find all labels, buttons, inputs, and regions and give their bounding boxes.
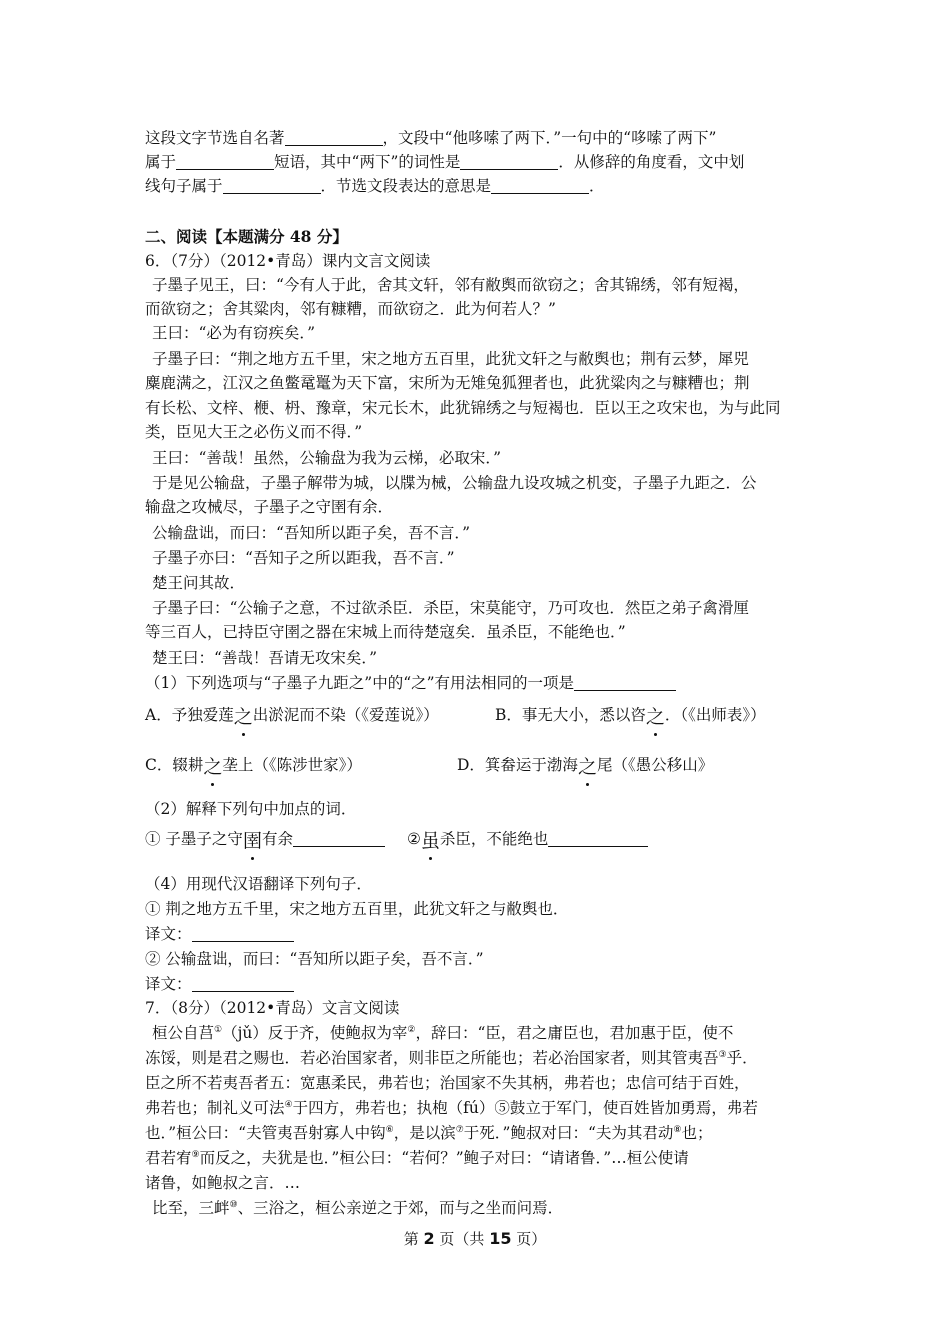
q7-passage-line: 臣之所不若夷吾者五：宽惠柔民，弗若也；治国家不失其柄，弗若也；忠信可结于百姓， [145, 1074, 750, 1092]
text: 杀臣，不能绝也 [439, 830, 549, 848]
translate-item-1: ① 荆之地方五千里，宋之地方五百里，此犹文轩之与敝舆也． [145, 900, 569, 918]
footnote-mark: ⑨ [191, 1149, 200, 1160]
footnote-mark: ② [407, 1024, 416, 1035]
q7-passage-line: 君若宥⑨而反之，夫犹是也．”桓公曰：“若何？”鲍子对曰：“请诸鲁．”…桓公使请 [145, 1149, 689, 1167]
q7-passage-line: 桓公自莒①（jǔ）反于齐，使鲍叔为宰②，辞曰：“臣，君之庸臣也，君加惠于臣，使不 [152, 1024, 734, 1042]
q7-passage-line: 冻馁，则是君之赐也．若必治国家者，则非臣之所能也；若必治国家者，则其管夷吾③乎． [145, 1049, 758, 1067]
text: 属于 [145, 153, 177, 171]
intro-line-1 [145, 126, 716, 150]
footnote-mark: ③ [718, 1049, 727, 1060]
text: 译文： [145, 925, 192, 943]
q7-passage-line: 弗若也；制礼义可法④于四方，弗若也；执枹（fú）⑤鼓立于军门，使百姓皆加勇焉，弗若 [145, 1099, 758, 1117]
intro-line-3 [145, 174, 605, 198]
total-pages: 15 [489, 1229, 512, 1248]
translate-item-2: ② 公输盘诎，而曰：“吾知所以距子矣，吾不言．” [145, 950, 484, 968]
text: （1）下列选项与“子墨子九距之”中的“之”有用法相同的一项是 [145, 674, 575, 692]
answer-blank[interactable] [285, 129, 383, 146]
page-number: 2 [423, 1229, 435, 1248]
q6-passage-line: 等三百人，已持臣守圉之器在宋城上而待楚寇矣．虽杀臣，不能绝也．” [145, 623, 626, 641]
option-d[interactable] [457, 753, 713, 777]
text: 线句子属于 [145, 177, 223, 195]
q6-passage-line: 王曰：“必为有窃疾矣．” [152, 324, 316, 342]
text: 尾（《愚公移山》 [596, 756, 714, 774]
answer-blank[interactable] [574, 674, 676, 691]
emphasized-char: 之 [577, 756, 597, 778]
translation-line-2 [145, 972, 294, 996]
text: ． [589, 177, 605, 195]
q6-passage-line: 子墨子曰：“荆之地方五千里，宋之地方五百里，此犹文轩之与敝舆也；荆有云梦，犀兕 [152, 350, 749, 368]
q6-passage-line: 麋鹿满之，江汉之鱼鳖鼋鼍为天下富，宋所为无雉兔狐狸者也，此犹粱肉之与糠糟也；荆 [145, 374, 750, 392]
text: 译文： [145, 975, 192, 993]
text: 短语，其中“两下”的词性是 [274, 153, 461, 171]
q6-sub2: （2）解释下列句中加点的词． [145, 800, 357, 818]
q6-passage-line: 子墨子见王，曰：“今有人于此，舍其文轩，邻有敝舆而欲窃之；舍其锦绣，邻有短褐， [152, 276, 749, 294]
text: 第 [403, 1230, 419, 1248]
intro-line-2 [145, 150, 744, 174]
text: C．辍耕 [145, 756, 204, 774]
emphasized-char: 之 [203, 756, 223, 778]
q6-sub4: （4）用现代汉语翻译下列句子． [145, 875, 372, 893]
answer-blank[interactable] [491, 177, 589, 194]
text: ② [407, 830, 421, 848]
option-c[interactable] [145, 753, 362, 777]
emphasized-char: 之 [645, 706, 665, 728]
option-a[interactable] [145, 703, 439, 727]
q6-passage-line: 子墨子亦曰：“吾知子之所以距我，吾不言．” [152, 549, 455, 567]
q7-passage-line: 比至，三衅⑩、三浴之，桓公亲逆之于郊，而与之坐而问焉． [152, 1199, 564, 1217]
q6-header: 6．（7分）（2012•青岛）课内文言文阅读 [145, 252, 431, 270]
q7-passage-line: 诸鲁，如鲍叔之言．… [145, 1174, 301, 1192]
answer-blank[interactable] [176, 153, 274, 170]
answer-blank[interactable] [548, 830, 648, 847]
explain-item-2 [407, 827, 648, 851]
answer-blank[interactable] [460, 153, 558, 170]
q6-sub1 [145, 671, 676, 695]
text: 这段文字节选自名著 [145, 129, 285, 147]
answer-blank[interactable] [192, 925, 294, 942]
text: B．事无大小，悉以咨 [495, 706, 646, 724]
footnote-mark: ⑩ [229, 1199, 238, 1210]
footnote-mark: ④ [284, 1099, 293, 1110]
text: 页（共 [439, 1230, 485, 1248]
footnote-mark: ⑦ [455, 1124, 464, 1135]
text: ．（《出师表》） [664, 706, 766, 724]
q6-passage-line: 王曰：“善哉！虽然，公输盘为我为云梯，必取宋．” [152, 449, 502, 467]
section-title: 二、阅读【本题满分 48 分】 [145, 227, 348, 246]
text: D．箕畚运于渤海 [457, 756, 578, 774]
q6-passage-line: 输盘之攻械尽，子墨子之守圉有余． [145, 498, 394, 516]
footnote-mark: ① [214, 1024, 223, 1035]
explain-item-1 [145, 827, 385, 851]
q6-passage-line: 有长松、文梓、楩、枬、豫章，宋元长木，此犹锦绣之与短褐也．臣以王之攻宋也，为与此同 [145, 399, 781, 417]
text: 页） [516, 1230, 547, 1248]
text: 出淤泥而不染（《爱莲说》） [252, 706, 439, 724]
answer-blank[interactable] [192, 975, 294, 992]
answer-blank[interactable] [223, 177, 321, 194]
q6-passage-line: 而欲窃之；舍其粱肉，邻有糠糟，而欲窃之．此为何若人？” [145, 300, 556, 318]
text: 垄上（《陈涉世家》） [222, 756, 362, 774]
q7-header: 7．（8分）（2012•青岛）文言文阅读 [145, 999, 400, 1017]
answer-blank[interactable] [293, 830, 385, 847]
text: ．节选文段表达的意思是 [320, 177, 492, 195]
q6-passage-line: 楚王问其故． [152, 574, 246, 592]
text: ① 子墨子之守 [145, 830, 243, 848]
footnote-mark: ⑥ [385, 1124, 394, 1135]
q6-passage-line: 于是见公输盘，子墨子解带为城，以牒为械，公输盘九设攻城之机变，子墨子九距之．公 [152, 474, 757, 492]
text: ，文段中“他哆嗦了两下．”一句中的“哆嗦了两下” [382, 129, 717, 147]
emphasized-char: 之 [233, 706, 253, 728]
text: A．予独爱莲 [145, 706, 234, 724]
q7-passage-line: 也．”桓公曰：“夫管夷吾射寡人中钩⑥，是以滨⑦于死．”鲍叔对曰：“夫为其君动⑧也； [145, 1124, 713, 1142]
emphasized-char: 虽 [420, 830, 440, 852]
q6-passage-line: 类，臣见大王之必伤义而不得．” [145, 423, 363, 441]
text: 有余 [261, 830, 293, 848]
footnote-mark: ⑧ [673, 1124, 682, 1135]
emphasized-char: 圉 [242, 830, 262, 852]
q6-passage-line: 子墨子曰：“公输子之意，不过欲杀臣．杀臣，宋莫能守，乃可攻也．然臣之弟子禽滑厘 [152, 599, 749, 617]
q6-passage-line: 楚王曰：“善哉！吾请无攻宋矣．” [152, 649, 378, 667]
option-b[interactable] [495, 703, 766, 727]
translation-line-1 [145, 922, 294, 946]
page-footer [0, 1228, 950, 1249]
text: ．从修辞的角度看，文中划 [558, 153, 745, 171]
q6-passage-line: 公输盘诎，而曰：“吾知所以距子矣，吾不言．” [152, 524, 471, 542]
